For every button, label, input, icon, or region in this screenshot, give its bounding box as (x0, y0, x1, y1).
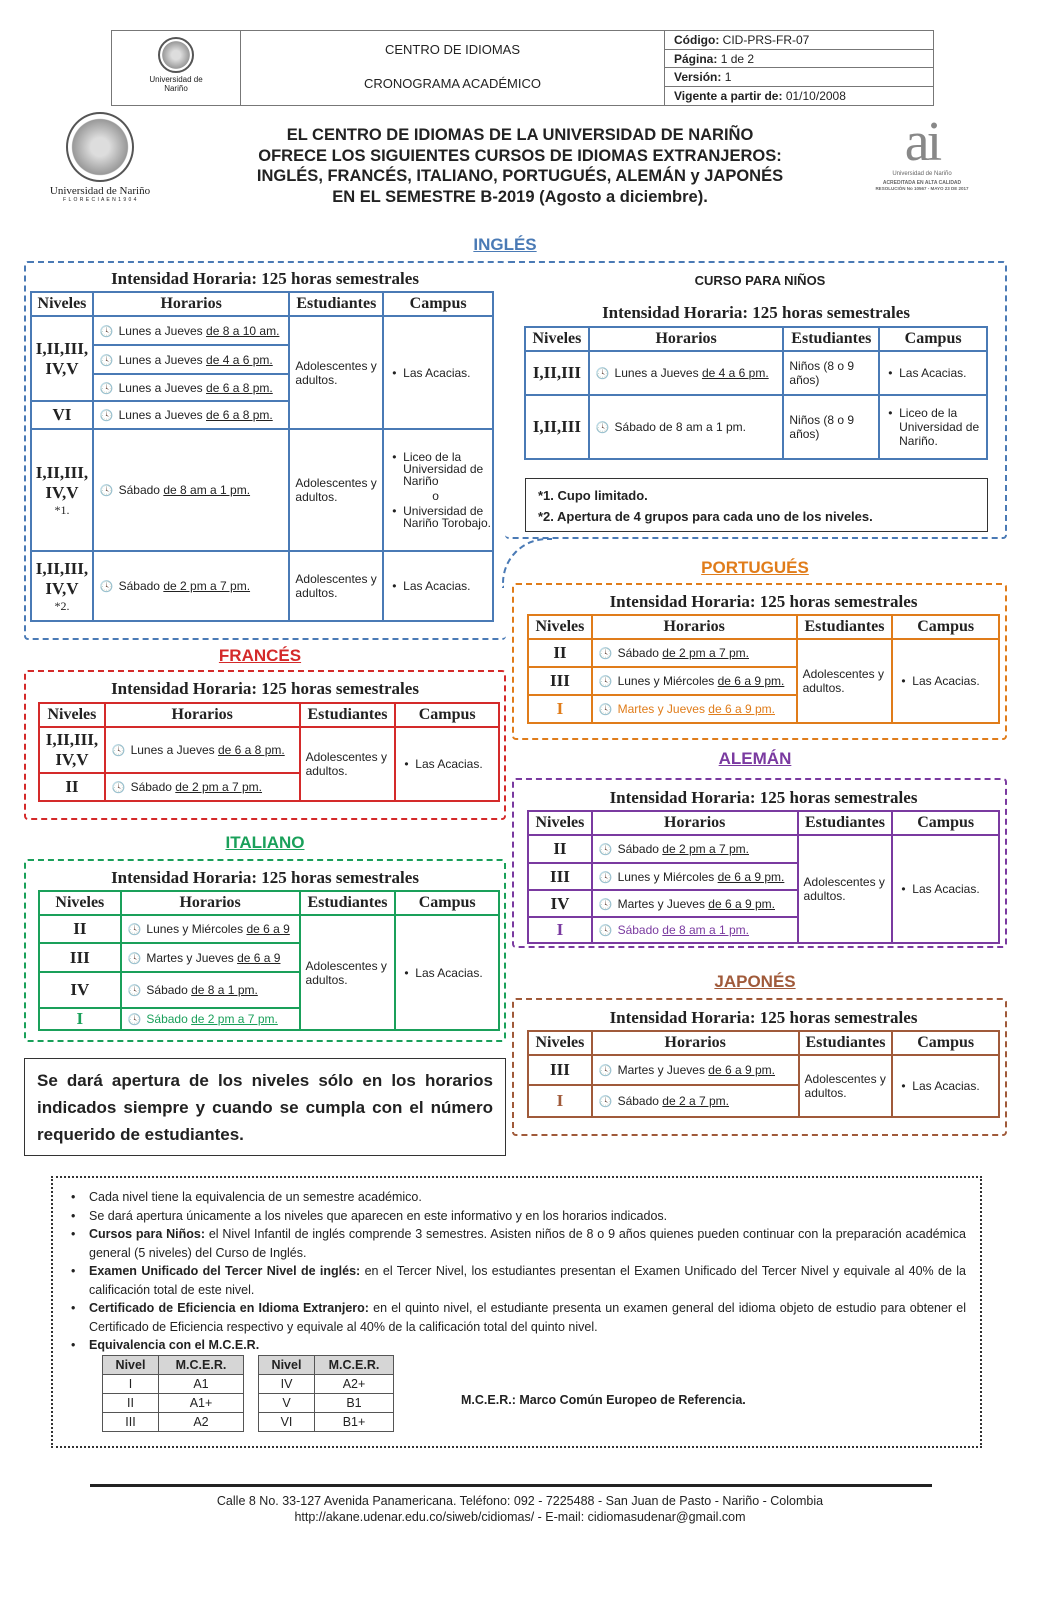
italiano-intensidad: Intensidad Horaria: 125 horas semestrales (111, 868, 419, 887)
th-estudiantes: Estudiantes (300, 703, 396, 727)
th-niveles: Niveles (525, 327, 589, 351)
ingles-table (30, 291, 494, 622)
th-horarios: Horarios (592, 1031, 799, 1055)
document-title (200, 125, 840, 207)
schedule-cell: 🕓 Sábado de 2 pm a 7 pm. (121, 1008, 300, 1030)
students-cell: Adolescentes y adultos. (799, 1055, 893, 1117)
header-logo-cell (112, 31, 241, 105)
portugues-intensidad: Intensidad Horaria: 125 horas semestrales (609, 592, 918, 611)
mcer-th-mcer: M.C.E.R. (315, 1356, 394, 1375)
ai-letters: ai (904, 111, 940, 173)
japones-section-title: JAPONÉS (714, 972, 796, 991)
clock-icon: 🕓 (99, 325, 114, 338)
italiano-table (38, 890, 500, 1031)
schedule-cell: 🕓 Lunes a Jueves de 6 a 8 pm. (105, 727, 300, 773)
campus-cell: • Las Acacias. (892, 639, 999, 723)
clock-icon: 🕓 (595, 368, 610, 380)
mcer-cell: B1+ (315, 1413, 394, 1432)
campus-cell: • Las Acacias. (395, 727, 499, 801)
schedule-cell: 🕓 Lunes y Miércoles de 6 a 9 (121, 915, 300, 943)
clock-icon: 🕓 (127, 924, 142, 936)
mcer-cell: A2+ (315, 1375, 394, 1394)
mcer-cell: VI (259, 1413, 315, 1432)
th-niveles: Niveles (528, 615, 592, 639)
level-cell: I (528, 917, 592, 943)
aleman-table (527, 810, 1000, 944)
level-cell: III (528, 863, 592, 890)
level-cell: I (39, 1008, 121, 1030)
schedule-cell: 🕓 Sábado de 2 pm a 7 pm. (592, 835, 798, 863)
mcer-cell: IV (259, 1375, 315, 1394)
schedule-cell: 🕓 Lunes a Jueves de 6 a 8 pm. (93, 374, 290, 401)
students-cell: Adolescentes y adultos. (289, 316, 383, 429)
th-campus: Campus (892, 1031, 999, 1055)
students-cell: Adolescentes y adultos. (289, 429, 383, 551)
schedule-cell: 🕓 Sábado de 2 pm a 7 pm. (592, 639, 797, 667)
th-horarios: Horarios (105, 703, 300, 727)
campus-cell: • Liceo de la Universidad de Nariño o • Universidad de Nariño Torobajo. (383, 429, 493, 551)
clock-icon: 🕓 (598, 648, 613, 660)
level-cell: I (528, 1085, 592, 1117)
schedule-cell: 🕓 Sábado de 2 pm a 7 pm. (105, 773, 300, 801)
bullet-apertura: • Se dará apertura únicamente a los niveles que aparecen en este informativo y en los horarios indicados. (89, 1207, 966, 1226)
ai-caption3: RESOLUCIÓN No 10567 - MAYO 23 DE 2017 (875, 186, 969, 191)
clock-icon: 🕓 (127, 985, 142, 997)
level-cell: I,II,III (525, 351, 589, 395)
th-horarios: Horarios (121, 891, 300, 915)
th-niveles: Niveles (528, 811, 592, 835)
th-campus: Campus (892, 811, 999, 835)
level-cell: IV (39, 972, 121, 1008)
meta-codigo: Código: CID-PRS-FR-07 (665, 31, 933, 50)
ai-caption2: ACREDITADA EN ALTA CALIDAD (882, 180, 962, 186)
th-estudiantes: Estudiantes (783, 327, 879, 351)
ai-caption1: Universidad de Nariño (892, 171, 952, 177)
clock-icon: 🕓 (598, 1065, 613, 1077)
udenar-logo-sub: F L O R E C I A E N 1 9 0 4 (63, 197, 137, 203)
level-cell: III (39, 943, 121, 972)
clock-icon: 🕓 (598, 676, 613, 688)
level-cell: I,II,III, IV,V *1. (31, 429, 93, 551)
th-estudiantes: Estudiantes (797, 615, 893, 639)
level-cell: IV (528, 890, 592, 917)
mcer-cell: V (259, 1394, 315, 1413)
mcer-cell: II (103, 1394, 159, 1413)
mcer-cell: A1 (159, 1375, 244, 1394)
schedule-cell: 🕓 Sábado de 8 am a 1 pm. (589, 395, 784, 459)
ingles-notes (525, 478, 988, 532)
portugues-table (527, 614, 1000, 724)
clock-icon: 🕓 (99, 410, 114, 422)
level-cell: II (528, 835, 592, 863)
schedule-cell: 🕓 Martes y Jueves de 6 a 9 pm. (592, 1055, 799, 1085)
schedule-cell: 🕓 Sábado de 2 pm a 7 pm. (93, 551, 290, 621)
th-niveles: Niveles (39, 703, 105, 727)
th-horarios: Horarios (93, 292, 290, 316)
schedule-cell: 🕓 Lunes y Miércoles de 6 a 9 pm. (592, 863, 798, 890)
title-line1: EL CENTRO DE IDIOMAS DE LA UNIVERSIDAD DE NARIÑO (286, 126, 754, 144)
students-cell: Adolescentes y adultos. (300, 915, 396, 1030)
clock-icon: 🕓 (598, 925, 613, 937)
th-campus: Campus (879, 327, 987, 351)
clock-icon: 🕓 (127, 1014, 142, 1026)
accreditation-logo (862, 111, 982, 210)
portugues-section-title: PORTUGUÉS (701, 558, 809, 577)
aleman-intensidad: Intensidad Horaria: 125 horas semestrales (609, 788, 918, 807)
level-cell: I,II,III, IV,V (39, 727, 105, 773)
ingles-border-curve (502, 538, 552, 588)
mcer-table-left (102, 1355, 244, 1432)
meta-version: Versión: 1 (665, 68, 933, 87)
aleman-section-title: ALEMÁN (718, 749, 792, 768)
schedule-cell: 🕓 Lunes a Jueves de 8 a 10 am. (93, 316, 290, 345)
th-campus: Campus (383, 292, 493, 316)
apertura-note: Se dará apertura de los niveles sólo en los horarios indicados siempre y cuando se cumpla con el número requerido de estudiantes. (24, 1058, 506, 1156)
header-logo-caption: Universidad de Nariño (149, 75, 203, 93)
header-title-cell (241, 31, 665, 105)
level-cell: I,II,III (525, 395, 589, 459)
campus-cell: • Las Acacias. (892, 1055, 999, 1117)
level-cell: I,II,III, IV,V *2. (31, 551, 93, 621)
title-line4: EN EL SEMESTRE B-2019 (Agosto a diciembre). (332, 187, 708, 206)
clock-icon: 🕓 (111, 745, 126, 757)
bullet-ninos: • Cursos para Niños: el Nivel Infantil de inglés comprende 3 semestres. Asisten niños de 8 o 9 años quienes pueden continuar con la preparación académica general (5 niveles) del Curso de Inglés. (89, 1225, 966, 1262)
mcer-cell: A1+ (159, 1394, 244, 1413)
mcer-cell: A2 (159, 1413, 244, 1432)
campus-cell: • Las Acacias. (879, 351, 987, 395)
th-campus: Campus (395, 703, 499, 727)
campus-cell: • Las Acacias. (383, 551, 493, 621)
mcer-cell: I (103, 1375, 159, 1394)
header-centro: CENTRO DE IDIOMAS (384, 42, 521, 57)
level-cell: II (39, 915, 121, 943)
title-line2: OFRECE LOS SIGUIENTES CURSOS DE IDIOMAS EXTRANJEROS: (258, 146, 782, 165)
th-estudiantes: Estudiantes (799, 1031, 893, 1055)
level-cell: III (528, 667, 592, 695)
title-line3: INGLÉS, FRANCÉS, ITALIANO, PORTUGUÉS, ALEMÁN y JAPONÉS (256, 167, 784, 185)
bullet-certificado: • Certificado de Eficiencia en Idioma Extranjero: en el quinto nivel, el estudiante presenta un examen general del idioma objeto de estudio para obtener el Certificado de Eficiencia respectivo y equivale al 40% de la calificación total del quinto nivel. (89, 1299, 966, 1336)
japones-table (527, 1030, 1000, 1118)
clock-icon: 🕓 (595, 422, 610, 434)
schedule-cell: 🕓 Sábado de 2 a 7 pm. (592, 1085, 799, 1117)
clock-icon: 🕓 (111, 782, 126, 794)
frances-intensidad: Intensidad Horaria: 125 horas semestrales (111, 679, 419, 698)
th-campus: Campus (395, 891, 499, 915)
note-apertura: *2. Apertura de 4 grupos para cada uno de los niveles. (538, 509, 873, 524)
th-horarios: Horarios (592, 811, 798, 835)
japones-intensidad: Intensidad Horaria: 125 horas semestrales (609, 1008, 918, 1027)
students-cell: Adolescentes y adultos. (289, 551, 383, 621)
ninos-title: CURSO PARA NIÑOS (694, 273, 826, 288)
bullet-mcer: • Equivalencia con el M.C.E.R. (89, 1336, 966, 1355)
students-cell: Niños (8 o 9 años) (783, 351, 879, 395)
th-niveles: Niveles (39, 891, 121, 915)
udenar-logo-caption: Universidad de Nariño (49, 185, 151, 197)
campus-cell: • Las Acacias. (892, 835, 999, 943)
clock-icon: 🕓 (598, 844, 613, 856)
meta-vigente: Vigente a partir de: 01/10/2008 (674, 88, 846, 103)
schedule-cell: 🕓 Sábado de 8 am a 1 pm. (592, 917, 798, 943)
university-seal-icon (158, 37, 194, 73)
students-cell: Adolescentes y adultos. (798, 835, 893, 943)
mcer-th-nivel: Nivel (259, 1356, 315, 1375)
clock-icon: 🕓 (598, 704, 613, 716)
th-estudiantes: Estudiantes (300, 891, 396, 915)
clock-icon: 🕓 (598, 898, 613, 911)
ingles-intensidad: Intensidad Horaria: 125 horas semestrales (111, 269, 419, 288)
th-horarios: Horarios (592, 615, 797, 639)
clock-icon: 🕓 (99, 382, 114, 395)
footer-address: Calle 8 No. 33-127 Avenida Panamericana. Teléfono: 092 - 7225488 - San Juan de Pasto - Nariño - Colombia (216, 1494, 824, 1508)
note-cupo: *1. Cupo limitado. (538, 488, 648, 503)
th-campus: Campus (892, 615, 999, 639)
ninos-intensidad: Intensidad Horaria: 125 horas semestrales (602, 303, 910, 322)
th-niveles: Niveles (31, 292, 93, 316)
level-cell: II (39, 773, 105, 801)
udenar-logo (40, 112, 160, 207)
italiano-section-title: ITALIANO (225, 833, 305, 852)
level-cell: I,II,III, IV,V (31, 316, 93, 401)
schedule-cell: 🕓 Lunes a Jueves de 4 a 6 pm. (93, 345, 290, 374)
bullet-examen: • Examen Unificado del Tercer Nivel de inglés: en el Tercer Nivel, los estudiantes presentan el Examen Unificado del Tercer Nivel y equivale al 40% de la calificación total de este nivel. (89, 1262, 966, 1299)
students-cell: Adolescentes y adultos. (797, 639, 893, 723)
frances-section-title: FRANCÉS (218, 646, 302, 665)
header-meta-cell (665, 31, 933, 105)
mcer-cell: B1 (315, 1394, 394, 1413)
udenar-seal-icon (66, 112, 134, 182)
students-cell: Niños (8 o 9 años) (783, 395, 879, 459)
footer (100, 1493, 940, 1525)
footer-contact: http://akane.udenar.edu.co/siweb/cidiomas/ - E-mail: cidiomasudenar@gmail.com (294, 1510, 746, 1524)
schedule-cell: 🕓 Martes y Jueves de 6 a 9 (121, 943, 300, 972)
ingles-section-title: INGLÉS (473, 235, 537, 254)
mcer-th-nivel: Nivel (103, 1356, 159, 1375)
schedule-cell: 🕓 Sábado de 8 a 1 pm. (121, 972, 300, 1008)
mcer-table-right (258, 1355, 394, 1432)
level-cell: III (528, 1055, 592, 1085)
clock-icon: 🕓 (99, 581, 114, 593)
clock-icon: 🕓 (598, 871, 613, 884)
schedule-cell: 🕓 Lunes a Jueves de 4 a 6 pm. (589, 351, 784, 395)
th-estudiantes: Estudiantes (289, 292, 383, 316)
document-header (111, 30, 934, 106)
level-cell: VI (31, 401, 93, 429)
schedule-cell: 🕓 Lunes y Miércoles de 6 a 9 pm. (592, 667, 797, 695)
level-cell: I (528, 695, 592, 723)
schedule-cell: 🕓 Martes y Jueves de 6 a 9 pm. (592, 695, 797, 723)
clock-icon: 🕓 (598, 1096, 613, 1108)
frances-table (38, 702, 500, 802)
mcer-th-mcer: M.C.E.R. (159, 1356, 244, 1375)
schedule-cell: 🕓 Lunes a Jueves de 6 a 8 pm. (93, 401, 290, 429)
schedule-cell: 🕓 Sábado de 8 am a 1 pm. (93, 429, 290, 551)
meta-pagina: Página: 1 de 2 (665, 50, 933, 69)
campus-cell: • Liceo de la Universidad de Nariño. (879, 395, 987, 459)
clock-icon: 🕓 (99, 485, 114, 497)
mcer-legend: M.C.E.R.: Marco Común Europeo de Referencia. (461, 1393, 746, 1407)
level-cell: II (528, 639, 592, 667)
campus-cell: • Las Acacias. (383, 316, 493, 429)
th-niveles: Niveles (528, 1031, 592, 1055)
clock-icon: 🕓 (99, 354, 114, 367)
clock-icon: 🕓 (127, 952, 142, 965)
students-cell: Adolescentes y adultos. (300, 727, 396, 801)
footer-divider (90, 1484, 932, 1487)
mcer-cell: III (103, 1413, 159, 1432)
th-horarios: Horarios (589, 327, 784, 351)
header-cronograma: CRONOGRAMA ACADÉMICO (364, 76, 541, 91)
ninos-table (524, 326, 988, 460)
bullet-equivalencia: • Cada nivel tiene la equivalencia de un semestre académico. (89, 1188, 966, 1207)
campus-cell: • Las Acacias. (395, 915, 499, 1030)
schedule-cell: 🕓 Martes y Jueves de 6 a 9 pm. (592, 890, 798, 917)
th-estudiantes: Estudiantes (798, 811, 893, 835)
